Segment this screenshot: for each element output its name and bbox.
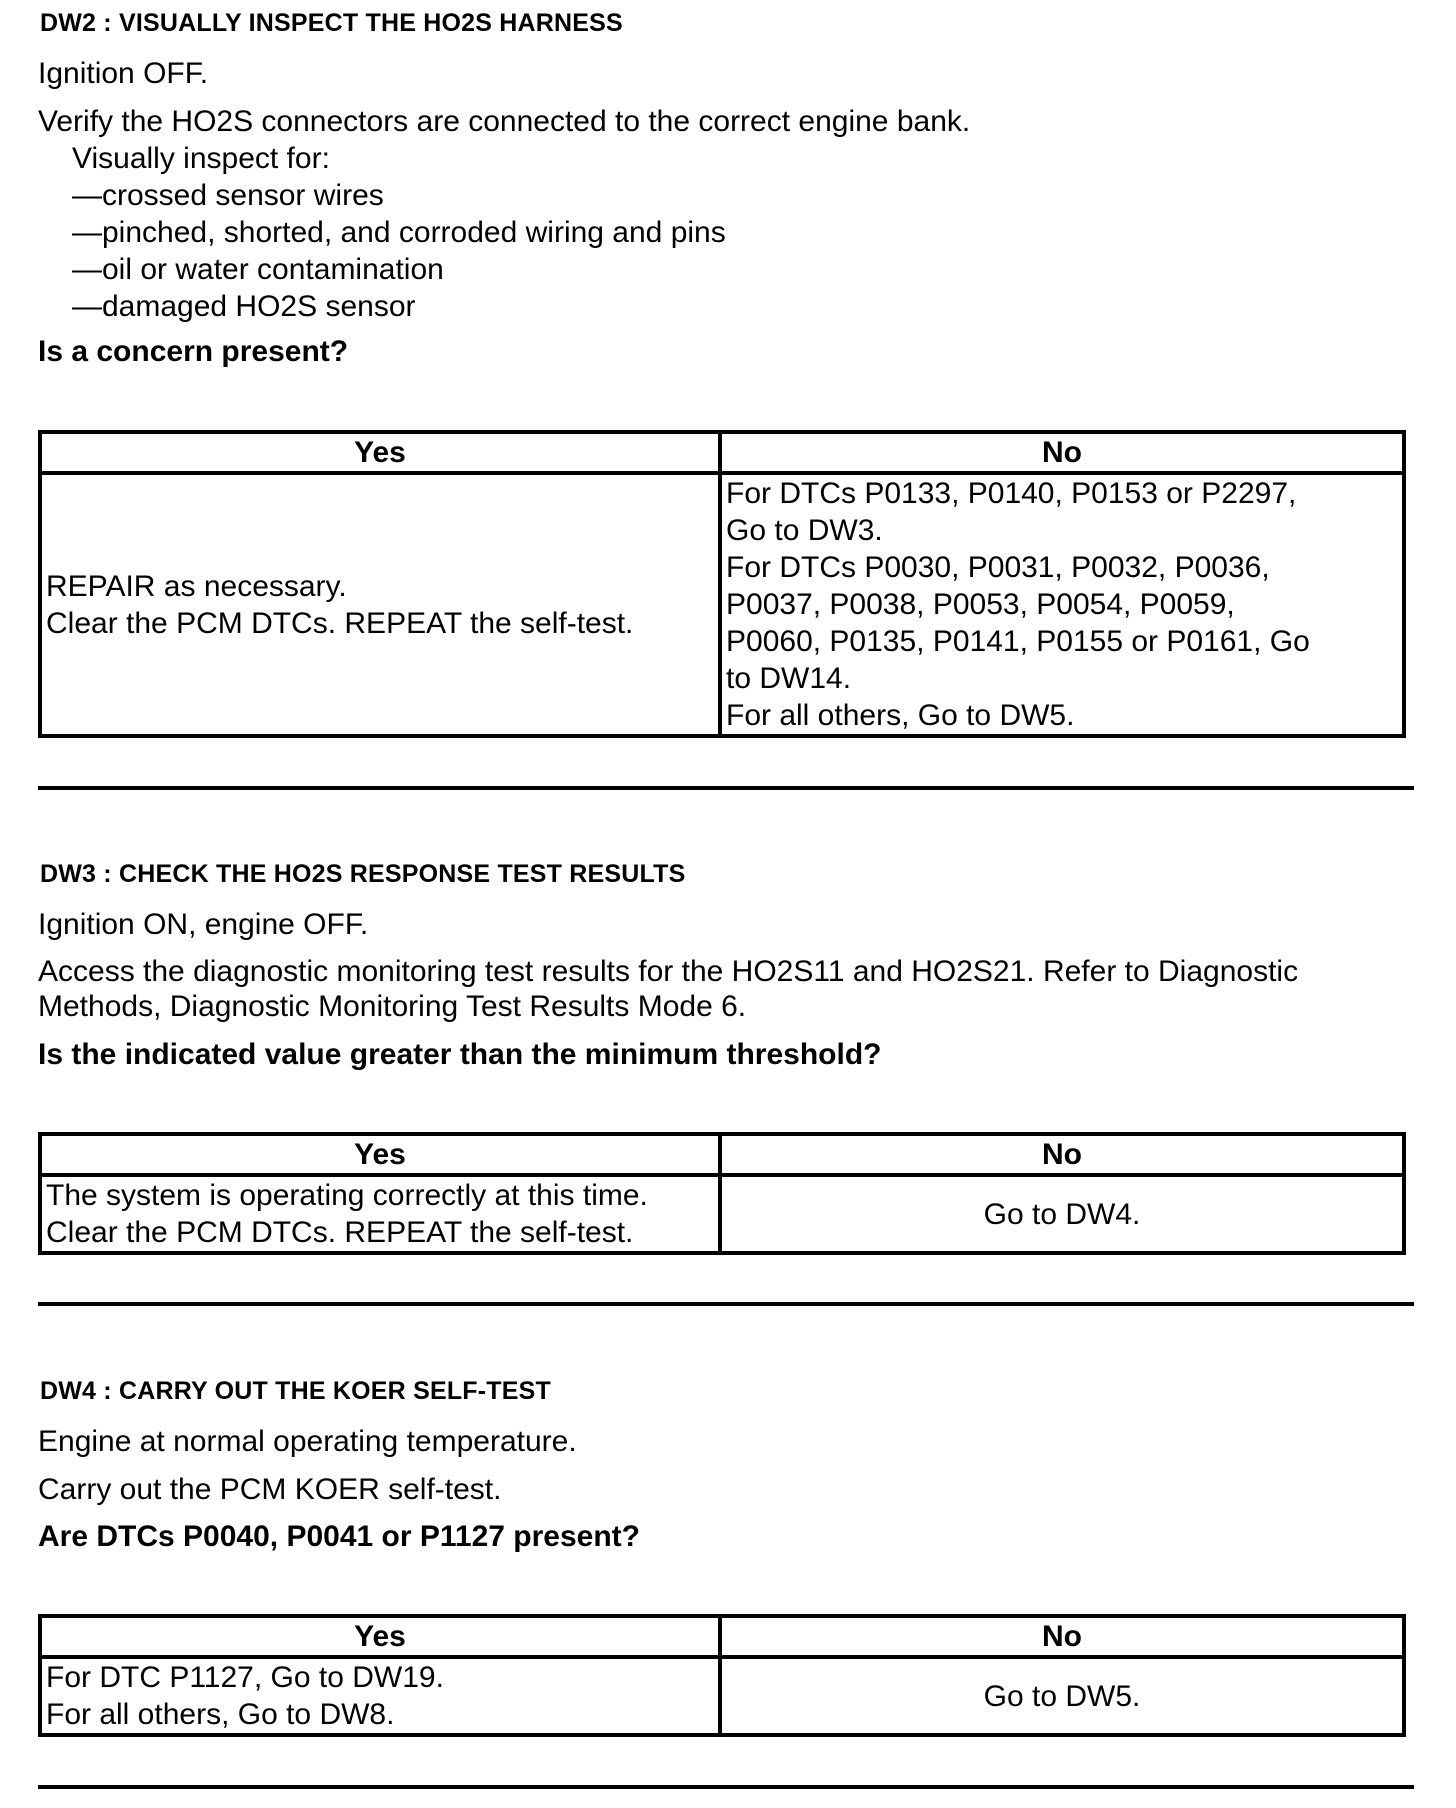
dw2-no-header: No [720, 432, 1404, 473]
dw3-question: Is the indicated value greater than the minimum threshold? [38, 1038, 882, 1071]
dw3-yes-line: The system is operating correctly at this time. [46, 1179, 648, 1212]
dw2-no-cell [720, 473, 1404, 736]
dw3-no-cell: Go to DW4. [720, 1175, 1404, 1253]
dw4-no-header: No [720, 1616, 1404, 1657]
dw2-no-line: Go to DW3. [726, 514, 883, 547]
dw3-title: DW3 : CHECK THE HO2S RESPONSE TEST RESULTS [40, 860, 686, 888]
dw4-engine: Engine at normal operating temperature. [38, 1425, 577, 1458]
dw2-title: DW2 : VISUALLY INSPECT THE HO2S HARNESS [40, 9, 623, 37]
section-divider [38, 1302, 1414, 1306]
dw3-access-cont: Methods, Diagnostic Monitoring Test Results Mode 6. [38, 990, 747, 1023]
dw3-decision-table [38, 1132, 1406, 1255]
dw4-decision-table [38, 1614, 1406, 1737]
section-divider [38, 1785, 1414, 1789]
dw4-carry-out: Carry out the PCM KOER self-test. [38, 1473, 502, 1506]
dw2-yes-header: Yes [40, 432, 720, 473]
dw4-yes-header: Yes [40, 1616, 720, 1657]
dw2-no-line: to DW14. [726, 662, 852, 695]
dw4-yes-cell [40, 1657, 720, 1735]
dw2-yes-line: Clear the PCM DTCs. REPEAT the self-test. [46, 606, 634, 640]
dw3-access: Access the diagnostic monitoring test results for the HO2S11 and HO2S21. Refer to Diagnostic [38, 955, 1299, 988]
dw3-yes-cell [40, 1175, 720, 1253]
dw2-no-line: For DTCs P0133, P0140, P0153 or P2297, [726, 477, 1297, 510]
dw3-yes-line: Clear the PCM DTCs. REPEAT the self-test. [46, 1216, 634, 1249]
dw2-inspect-item: —oil or water contamination [72, 253, 444, 286]
dw2-decision-table [38, 430, 1406, 738]
dw2-no-line: P0037, P0038, P0053, P0054, P0059, [726, 588, 1235, 621]
dw2-inspect-intro: Visually inspect for: [72, 142, 330, 175]
dw3-ignition: Ignition ON, engine OFF. [38, 908, 369, 941]
dw2-yes-line: REPAIR as necessary. [46, 569, 347, 603]
section-divider [38, 786, 1414, 790]
dw2-no-line: For all others, Go to DW5. [726, 699, 1075, 732]
dw4-question: Are DTCs P0040, P0041 or P1127 present? [38, 1520, 640, 1553]
dw2-ignition: Ignition OFF. [38, 57, 209, 90]
dw3-no-header: No [720, 1134, 1404, 1175]
dw4-yes-line: For all others, Go to DW8. [46, 1698, 395, 1731]
dw3-yes-header: Yes [40, 1134, 720, 1175]
dw2-question: Is a concern present? [38, 335, 349, 368]
dw4-yes-line: For DTC P1127, Go to DW19. [46, 1661, 444, 1694]
dw4-title: DW4 : CARRY OUT THE KOER SELF-TEST [40, 1377, 551, 1405]
dw2-verify: Verify the HO2S connectors are connected to the correct engine bank. [38, 105, 971, 138]
dw2-no-line: For DTCs P0030, P0031, P0032, P0036, [726, 551, 1270, 584]
dw2-inspect-item: —crossed sensor wires [72, 179, 384, 212]
dw4-no-cell: Go to DW5. [720, 1657, 1404, 1735]
dw2-yes-cell [40, 473, 720, 736]
dw2-inspect-item: —damaged HO2S sensor [72, 290, 416, 323]
dw2-inspect-item: —pinched, shorted, and corroded wiring and pins [72, 216, 726, 249]
dw2-no-line: P0060, P0135, P0141, P0155 or P0161, Go [726, 625, 1310, 658]
